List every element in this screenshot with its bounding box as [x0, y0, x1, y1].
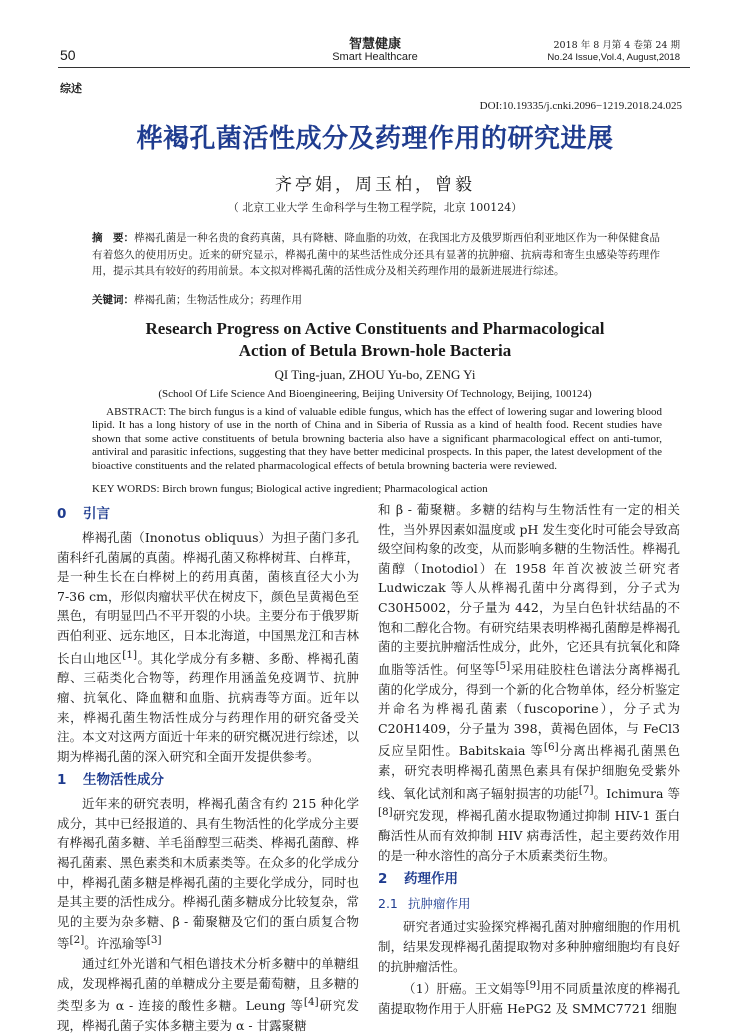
- subsection-title: 抗肿瘤作用: [408, 896, 471, 912]
- section-heading-1: [57, 769, 359, 791]
- section-number: 1: [57, 772, 67, 789]
- paragraph-liver-cancer: [378, 976, 680, 1018]
- paragraph-text: 采用硅胶柱色谱法分离桦褐孔菌的化学成分，得到一个新的化合物单体，经分析鉴定并命名为桦褐孔菌素（fuscoporine），分子式为 C20H1409，分子量为 398，黄褐色固体，与 FeCl3 反应呈阳性。Babitskaia 等: [378, 661, 680, 759]
- issue-info-cn: 2018 年 8 月第 4 卷第 24 期: [553, 40, 680, 51]
- section-number: 0: [57, 506, 67, 522]
- issue-info-en: No.24 Issue,Vol.4, August,2018: [547, 52, 680, 63]
- section-title: 药理作用: [404, 871, 458, 888]
- paragraph-intro: [57, 528, 359, 766]
- authors-en: QI Ting-juan, ZHOU Yu-bo, ZENG Yi: [274, 367, 476, 382]
- article-title-en-line1: Research Progress on Active Constituents and Pharmacological: [145, 319, 605, 338]
- paragraph-polysaccharide: [57, 954, 359, 1036]
- paragraph-text: 。其化学成分有多糖、多酚、桦褐孔菌醇、三萜类化合物等，药理作用涵盖免疫调节、抗肿瘤、抗氧化、降血糖和血脂、抗病毒等方面。近年以来，桦褐孔菌生物活性成分与药理作用的研究备受关注。本文对这两方面近十年来的研究概况进行综述，以期为桦褐孔菌的深入研究和全面开发提供参考。: [57, 650, 359, 764]
- citation[interactable]: [5]: [495, 659, 511, 672]
- paragraph-text: 研究者通过实验探究桦褐孔菌对肿瘤细胞的作用机制，结果发现桦褐孔菌提取物对多种肿瘤细胞均有良好的抗肿瘤活性。: [378, 919, 680, 974]
- paragraph-text: 。许泓瑜等: [84, 936, 147, 952]
- subsection-number: 2.1: [378, 896, 398, 912]
- authors-cn: 齐亭娟，周玉柏，曾毅: [275, 175, 475, 195]
- citation[interactable]: [9]: [525, 979, 541, 992]
- article-title-cn: 桦褐孔菌活性成分及药理作用的研究进展: [136, 124, 614, 154]
- journal-title-cn: 智慧健康: [348, 37, 401, 52]
- paragraph-constituents: [57, 794, 359, 954]
- paragraph-antitumor: [378, 917, 680, 976]
- keywords-cn-text: 桦褐孔菌；生物活性成分；药理作用: [134, 294, 302, 306]
- citation[interactable]: [6]: [543, 741, 559, 754]
- paragraph-text: 和 β - 葡聚糖。多糖的结构与生物活性有一定的相关性，当外界因素如温度或 pH 发生变化时可能会导致高级空间构象的改变，从而影响多糖的生物活性。桦褐孔菌醇（Inotodiol）在 1958 年首次被波兰研究者 Ludwiczak 等人从桦褐孔菌中分离得到，分子式为 C30H5002，分子量为 442，为呈白色针状结晶的不饱和二醇化合物。有研究结果表明桦褐孔菌醇是桦褐孔菌的主要抗肿瘤活性成分，此外，它还具有抗氧化和降血脂等活性。何坚等: [378, 502, 680, 677]
- paragraph-text: （1）肝癌。王文娟等: [403, 981, 526, 997]
- paragraph-text: 近年来的研究表明，桦褐孔菌含有约 215 种化学成分，其中已经报道的、具有生物活性的化学成分主要有桦褐孔菌多糖、羊毛甾醇型三萜类、桦褐孔菌醇、桦褐孔菌素、黑色素类和木质素类等。在众多的化学成分中，桦褐孔菌多糖是桦褐孔菌的主要化学成分，同时也是其主要的活性成分。桦褐孔菌多糖成分比较复杂，常见的主要为杂多糖、β - 葡聚糖及它们的蛋白质复合物等: [57, 796, 359, 952]
- keywords-en-text: Birch brown fungus; Biological active ingredient; Pharmacological action: [162, 483, 488, 495]
- citation[interactable]: [1]: [122, 648, 138, 661]
- paragraph-text: 用不同质量浓度的桦褐孔菌提取物作用于人肝癌 HePG2 及 SMMC7721 细胞: [378, 981, 680, 1016]
- paragraph-text: 桦褐孔菌（Inonotus obliquus）为担子菌门多孔菌科纤孔菌属的真菌。桦褐孔菌又称桦树茸、白桦茸，是一种生长在白桦树上的药用真菌，菌核直径大小为 7-36 cm，形似肉瘤状平伏在树皮下，颜色呈黄褐色至黑色，有明显凹凸不平开裂的小块。主要分布于俄罗斯西伯利亚、远东地区，日本北海道，中国黑龙江和吉林长白山地区: [57, 530, 359, 666]
- paragraph-continued: [378, 500, 680, 865]
- header-divider: [58, 67, 690, 68]
- paragraph-text: 。Ichimura 等: [593, 785, 680, 801]
- affiliation-en: (School Of Life Science And Bioengineering, Beijing University Of Technology, Beijing, 100124): [158, 388, 592, 400]
- journal-title-en: Smart Healthcare: [332, 51, 418, 63]
- paragraph-text: 研究发现，桦褐孔菌子实体多糖主要为 α - 甘露聚糖: [57, 998, 359, 1034]
- keywords-en: [92, 483, 662, 495]
- paragraph-text: 研究发现，桦褐孔菌水提取物通过抑制 HIV-1 蛋白酶活性从而有效抑制 HIV 病毒活性，起主要药效作用的是一种水溶性的高分子木质素类衍生物。: [378, 808, 680, 863]
- paragraph-text: 分离出桦褐孔菌黑色素，研究表明桦褐孔菌黑色素具有保护细胞免受紫外线、氧化试剂和离子辐射损害的功能: [378, 743, 680, 801]
- citation[interactable]: [4]: [303, 996, 319, 1009]
- abstract-cn-text: 桦褐孔菌是一种名贵的食药真菌，具有降糖、降血脂的功效，在我国北方及俄罗斯西伯利亚地区作为一种保健食品有着悠久的使用历史。近来的研究显示，桦褐孔菌中的某些活性成分还具有显著的抗肿瘤、抗病毒和寄生虫感染等药理作用，提示其具有较好的药用前景。本文拟对桦褐孔菌的活性成分及相关药理作用的最新进展进行综述。: [92, 232, 661, 277]
- paragraph-text: 通过红外光谱和气相色谱技术分析多糖中的单糖组成，发现桦褐孔菌的单糖成分主要是葡萄糖，且多糖的类型多为 α - 连接的酸性多糖。Leung 等: [57, 956, 359, 1014]
- column-tag: 综述: [60, 82, 82, 95]
- article-title-en: [80, 318, 670, 362]
- abstract-cn: [92, 230, 660, 280]
- affiliation-cn: （ 北京工业大学 生命科学与生物工程学院，北京 100124）: [227, 201, 523, 214]
- abstract-en-text: The birch fungus is a kind of valuable edible fungus, which has the effect of lowering sugar and lowering blood lipid. It has a long history of use in the north of China and in Siberia of Russia as a kind of health food. Recent studies have shown that some active constituents of betula browning bacteria also have a significant pharmacological effect on anti-tumor, antiviral and parasitic infections, suggesting that they have better medicinal prospects. In this paper, the latest development of the bioactive constituents and the related pharmacological effects of betula browning bacteria were reviewed.: [92, 406, 662, 472]
- section-heading-0: [57, 503, 359, 525]
- keywords-cn: [92, 292, 660, 309]
- citation[interactable]: [8]: [378, 806, 393, 819]
- abstract-en: [92, 406, 662, 473]
- body-column-left: [57, 500, 359, 1036]
- subsection-heading-2-1: [378, 893, 680, 915]
- citation[interactable]: [7]: [578, 783, 594, 796]
- doi[interactable]: DOI:10.19335/j.cnki.2096−1219.2018.24.025: [479, 100, 682, 112]
- section-number: 2: [378, 871, 388, 888]
- citation[interactable]: [2]: [69, 934, 85, 947]
- abstract-en-label: ABSTRACT:: [106, 406, 167, 418]
- keywords-en-label: KEY WORDS:: [92, 483, 160, 495]
- section-heading-2: [378, 868, 680, 890]
- body-column-right: [378, 500, 680, 1018]
- section-title: 生物活性成分: [83, 772, 164, 789]
- citation[interactable]: [3]: [146, 934, 162, 947]
- keywords-cn-label: 关键词：: [92, 294, 134, 306]
- abstract-cn-label: 摘 要：: [92, 232, 135, 244]
- section-title: 引言: [83, 506, 110, 522]
- article-title-en-line2: Action of Betula Brown-hole Bacteria: [238, 341, 512, 360]
- page-number: 50: [60, 47, 76, 63]
